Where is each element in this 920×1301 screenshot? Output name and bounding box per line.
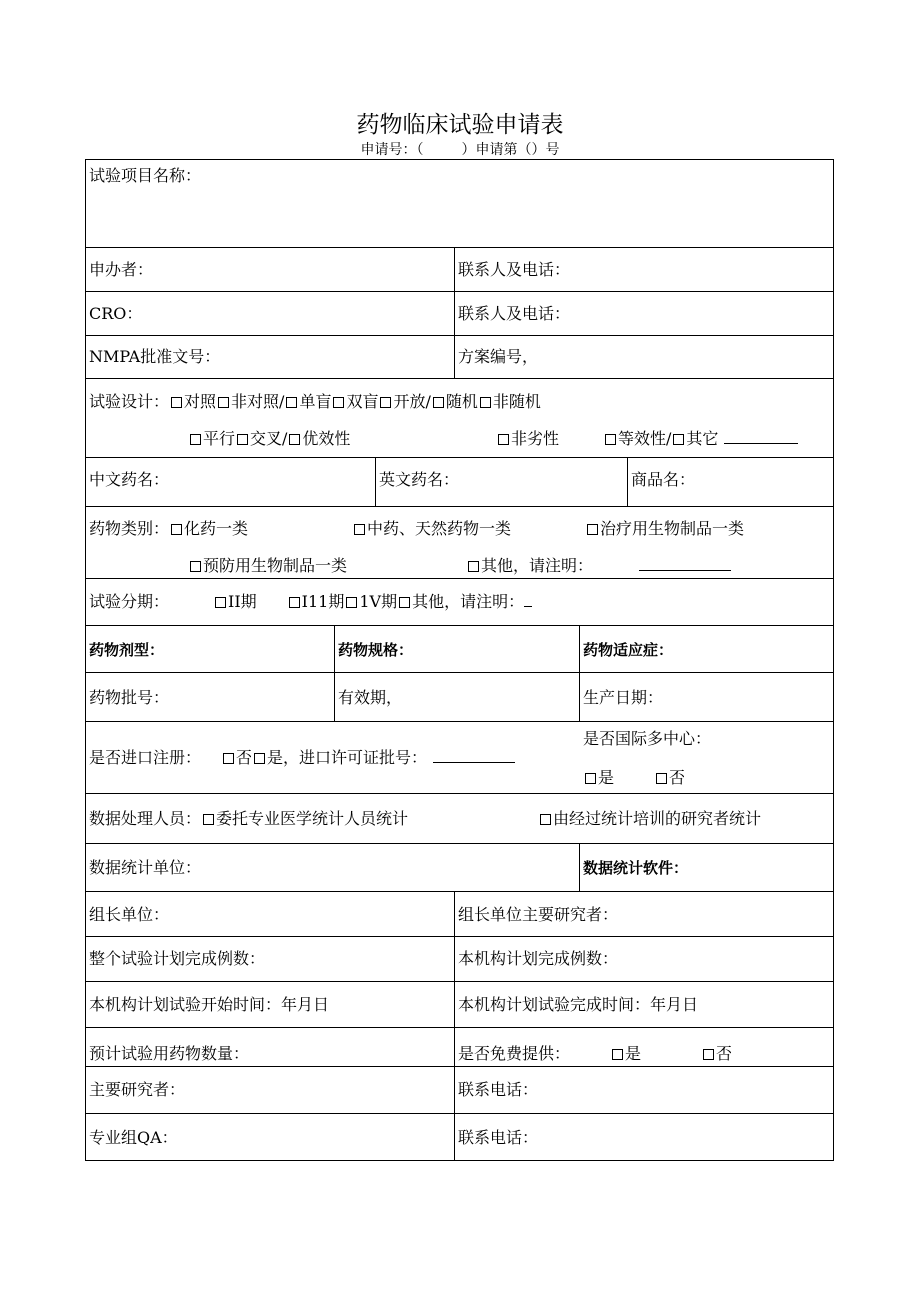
leader-unit-label: 组长单位：: [89, 905, 170, 924]
option-other-category: 其他，请注明：: [481, 556, 594, 575]
application-number-label: 申请号：（: [360, 142, 424, 158]
row-divider: [86, 335, 833, 336]
option-single-blind: 单盲: [299, 392, 332, 411]
option-preventive-bio-class-1: 预防用生物制品一类: [203, 556, 348, 575]
chinese-name-label: 中文药名：: [89, 470, 170, 489]
row-divider: [86, 506, 833, 507]
checkbox-superiority[interactable]: [289, 434, 300, 445]
checkbox-free-no[interactable]: [703, 1049, 714, 1060]
international-multicenter-label: 是否国际多中心：: [583, 729, 712, 748]
pi-phone-label: 联系电话：: [458, 1080, 539, 1099]
checkbox-free-yes[interactable]: [612, 1049, 623, 1060]
row-divider: [86, 378, 833, 379]
checkbox-therapeutic-bio-class-1[interactable]: [587, 524, 598, 535]
leader-unit-pi-label: 组长单位主要研究者：: [458, 905, 619, 924]
drug-category-preventive-bio: [188, 556, 347, 576]
planned-end-time-label: 本机构计划试验完成时间：年月日: [458, 995, 699, 1014]
checkbox-import-yes[interactable]: [254, 753, 265, 764]
production-date-label: 生产日期：: [583, 688, 664, 707]
option-controlled: 对照: [184, 392, 217, 411]
data-staff-label: 数据处理人员：: [89, 809, 202, 828]
checkbox-parallel[interactable]: [190, 434, 201, 445]
trial-phase-label: 试验分期：: [89, 592, 170, 611]
option-open: 开放/: [393, 392, 431, 411]
checkbox-chemical-class-1[interactable]: [171, 524, 182, 535]
cro-label: CRO：: [89, 304, 143, 323]
cro-contact-label: 联系人及电话：: [458, 304, 571, 323]
checkbox-non-randomized[interactable]: [480, 397, 491, 408]
indication-label: 药物适应症：: [583, 641, 674, 659]
checkbox-tcm-class-1[interactable]: [354, 524, 365, 535]
free-supply-label: 是否免费提供：: [458, 1044, 571, 1063]
column-divider: [375, 457, 376, 506]
row-divider: [86, 247, 833, 248]
checkbox-other-category[interactable]: [468, 561, 479, 572]
batch-number-label: 药物批号：: [89, 688, 170, 707]
drug-category-tcm: [352, 519, 511, 539]
row-divider: [86, 457, 833, 458]
option-trained-investigator: 由经过统计培训的研究者统计: [553, 809, 762, 828]
row-divider: [86, 1027, 833, 1028]
qa-phone-label: 联系电话：: [458, 1128, 539, 1147]
application-number-line: [0, 141, 920, 159]
checkbox-phase-4[interactable]: [346, 597, 357, 608]
checkbox-crossover[interactable]: [237, 434, 248, 445]
row-divider: [86, 578, 833, 579]
option-import-yes: 是，进口许可证批号：: [267, 748, 428, 767]
planned-start-time-label: 本机构计划试验开始时间：年月日: [89, 995, 330, 1014]
column-divider: [454, 247, 455, 378]
data-staff-option-2: [538, 809, 761, 829]
row-divider: [86, 291, 833, 292]
trial-design-line-2b: [496, 429, 559, 449]
trial-design-line-2a: [188, 429, 350, 449]
option-free-no: 否: [716, 1044, 733, 1063]
checkbox-import-no[interactable]: [223, 753, 234, 764]
checkbox-phase-3[interactable]: [289, 597, 300, 608]
checkbox-multicenter-no[interactable]: [656, 773, 667, 784]
option-double-blind: 双盲: [346, 392, 379, 411]
option-non-randomized: 非随机: [492, 392, 541, 411]
import-license-blank[interactable]: [433, 748, 515, 763]
multicenter-options: [583, 768, 685, 788]
site-planned-cases-label: 本机构计划完成例数：: [458, 949, 619, 968]
checkbox-non-inferiority[interactable]: [498, 434, 509, 445]
drug-quantity-label: 预计试验用药物数量：: [89, 1044, 250, 1063]
option-other-phase: 其他，请注明：: [412, 592, 525, 611]
option-multicenter-yes: 是: [598, 768, 615, 787]
checkbox-multicenter-yes[interactable]: [585, 773, 596, 784]
option-chemical-class-1: 化药一类: [184, 519, 249, 538]
checkbox-phase-2[interactable]: [215, 597, 226, 608]
column-divider: [627, 457, 628, 506]
option-tcm-class-1: 中药、天然药物一类: [367, 519, 512, 538]
checkbox-uncontrolled[interactable]: [218, 397, 229, 408]
free-supply-line: [458, 1044, 732, 1064]
option-parallel: 平行: [203, 429, 236, 448]
checkbox-other-design[interactable]: [673, 434, 684, 445]
validity-label: 有效期，: [338, 688, 403, 707]
english-name-label: 英文药名：: [379, 470, 460, 489]
option-phase-4: 1V期: [359, 592, 398, 611]
trial-phase-line: [89, 592, 532, 612]
application-count-label: ）申请第（）号: [461, 142, 560, 158]
checkbox-professional-statistician[interactable]: [203, 814, 214, 825]
other-phase-blank[interactable]: [524, 592, 532, 607]
row-divider: [86, 721, 833, 722]
option-crossover: 交叉/: [250, 429, 288, 448]
option-phase-2: II期: [228, 592, 257, 611]
data-staff-line: [89, 809, 408, 829]
drug-category-other: [466, 556, 731, 576]
row-divider: [86, 843, 833, 844]
option-randomized: 随机: [445, 392, 478, 411]
option-superiority: 优效性: [302, 429, 351, 448]
checkbox-double-blind[interactable]: [333, 397, 344, 408]
row-divider: [86, 936, 833, 937]
project-name-label: 试验项目名称：: [89, 166, 202, 185]
row-divider: [86, 1066, 833, 1067]
option-free-yes: 是: [625, 1044, 642, 1063]
nmpa-approval-label: NMPA批准文号：: [89, 347, 221, 366]
row-divider: [86, 1113, 833, 1114]
option-therapeutic-bio-class-1: 治疗用生物制品一类: [600, 519, 745, 538]
row-divider: [86, 891, 833, 892]
protocol-number-label: 方案编号，: [458, 347, 539, 366]
import-registration-line: [89, 748, 515, 768]
trade-name-label: 商品名：: [631, 470, 696, 489]
statistics-software-label: 数据统计软件：: [583, 859, 689, 877]
column-divider: [454, 891, 455, 1161]
drug-category-label: 药物类别：: [89, 519, 170, 538]
sponsor-label: 申办者：: [89, 260, 154, 279]
trial-design-label: 试验设计：: [89, 392, 170, 411]
checkbox-open[interactable]: [380, 397, 391, 408]
row-divider: [86, 793, 833, 794]
option-multicenter-no: 否: [669, 768, 686, 787]
trial-design-line-2c: [603, 429, 798, 449]
option-phase-3: I11期: [301, 592, 345, 611]
drug-category-line-1: [89, 519, 248, 539]
dosage-form-label: 药物剂型：: [89, 641, 165, 659]
drug-category-therapeutic-bio: [585, 519, 744, 539]
checkbox-equivalence[interactable]: [605, 434, 616, 445]
application-form-table: [85, 159, 834, 1161]
total-planned-cases-label: 整个试验计划完成例数：: [89, 949, 266, 968]
option-professional-statistician: 委托专业医学统计人员统计: [216, 809, 409, 828]
option-equivalence: 等效性/: [618, 429, 672, 448]
principal-investigator-label: 主要研究者：: [89, 1080, 186, 1099]
row-divider: [86, 625, 833, 626]
checkbox-single-blind[interactable]: [286, 397, 297, 408]
row-divider: [86, 672, 833, 673]
qa-label: 专业组QA：: [89, 1128, 178, 1147]
trial-design-line-1: [89, 392, 541, 412]
sponsor-contact-label: 联系人及电话：: [458, 260, 571, 279]
checkbox-controlled[interactable]: [171, 397, 182, 408]
checkbox-other-phase[interactable]: [399, 597, 410, 608]
column-divider: [579, 843, 580, 891]
checkbox-preventive-bio-class-1[interactable]: [190, 561, 201, 572]
column-divider: [579, 625, 580, 721]
column-divider: [334, 625, 335, 721]
checkbox-trained-investigator[interactable]: [540, 814, 551, 825]
option-import-no: 否: [236, 748, 253, 767]
option-uncontrolled: 非对照/: [231, 392, 285, 411]
other-category-blank[interactable]: [639, 556, 731, 571]
option-non-inferiority: 非劣性: [511, 429, 560, 448]
checkbox-randomized[interactable]: [433, 397, 444, 408]
row-divider: [86, 981, 833, 982]
statistics-unit-label: 数据统计单位：: [89, 858, 202, 877]
specification-label: 药物规格：: [338, 641, 414, 659]
import-registration-label: 是否进口注册：: [89, 748, 202, 767]
option-other-design: 其它: [686, 429, 719, 448]
page-title: 药物临床试验申请表: [356, 112, 564, 138]
other-design-blank[interactable]: [724, 429, 798, 444]
